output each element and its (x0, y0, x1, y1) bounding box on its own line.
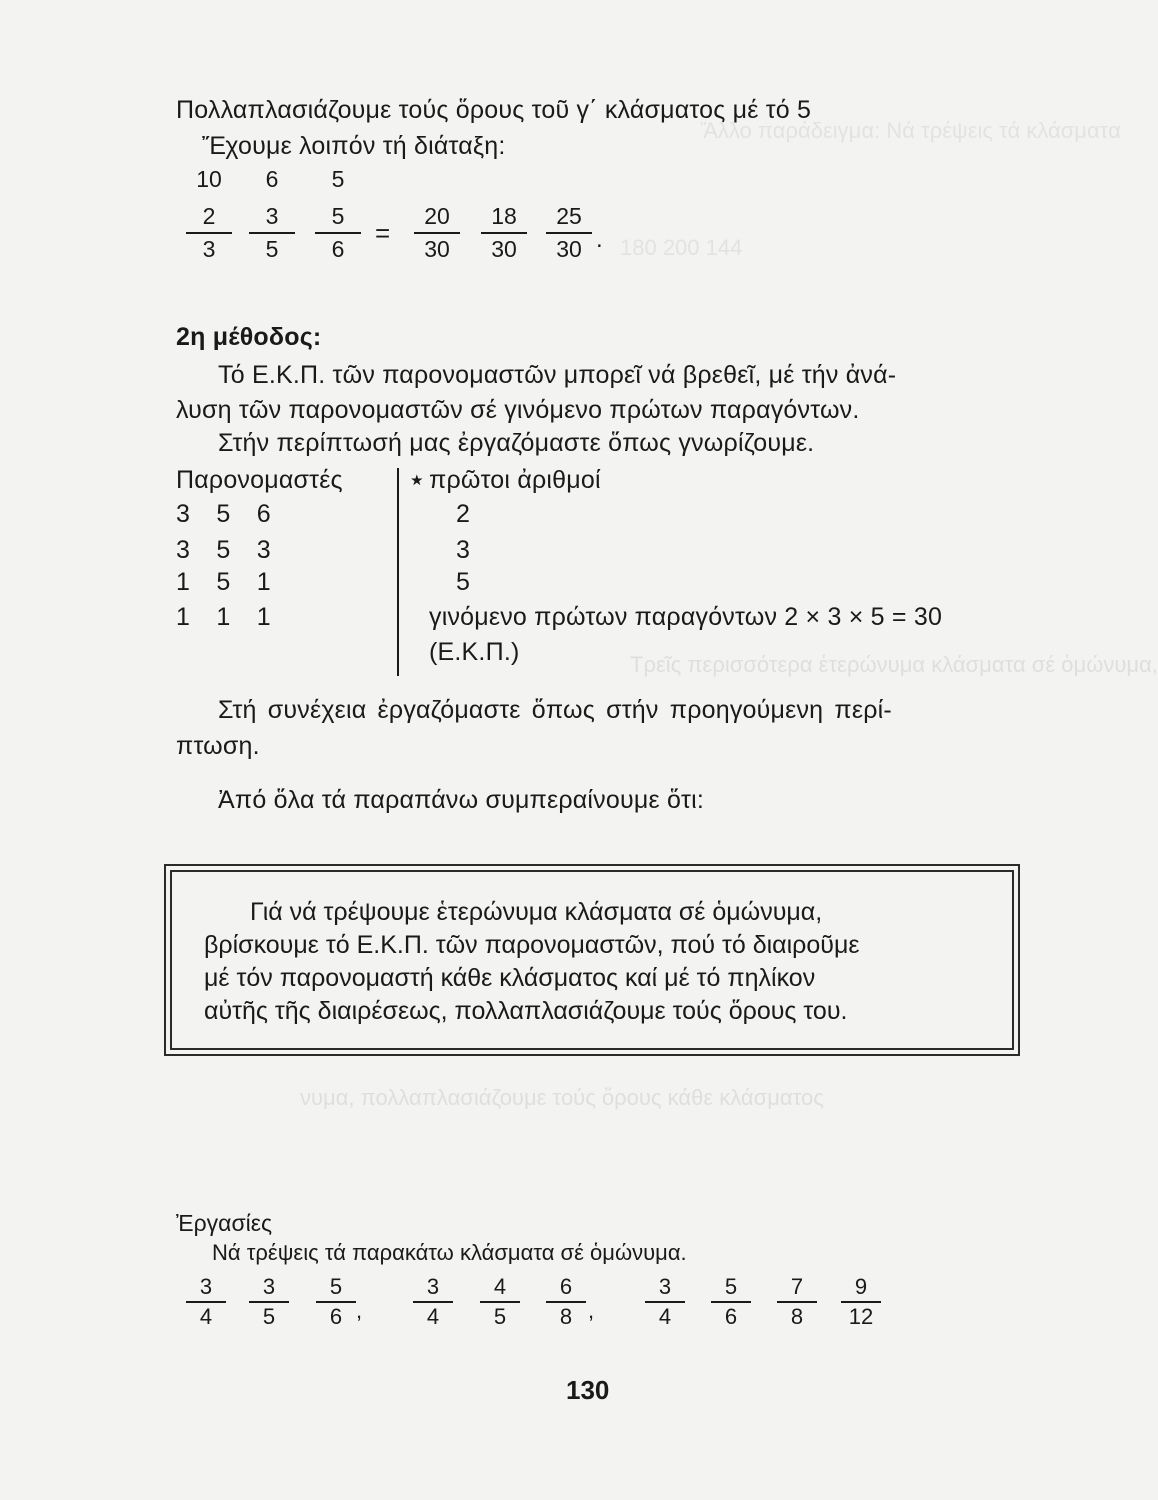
exercise-fraction: 6 8 (546, 1275, 586, 1329)
fraction: 5 6 (315, 203, 361, 262)
rule-line-2: βρίσκουμε τό Ε.Κ.Π. τῶν παρονομαστῶν, πού τό διαιροῦμε (204, 931, 860, 959)
table-note: (Ε.Κ.Π.) (429, 638, 520, 666)
multiplier-2: 6 (265, 166, 279, 192)
equals-sign: = (375, 218, 391, 248)
method-paragraph-line-1: Τό Ε.Κ.Π. τῶν παρονομαστῶν μπορεῖ νά βρεθεῖ, μέ τήν ἀνά- (218, 361, 897, 389)
intro-line-2: Ἔχουμε λοιπόν τή διάταξη: (202, 132, 506, 160)
bleed-through-text: Ἄλλο παράδειγμα: Νά τρέψεις τά κλάσματα (700, 118, 1121, 143)
result-fraction: 20 30 (414, 203, 460, 262)
fraction: 2 3 (186, 203, 232, 262)
result-fraction: 18 30 (481, 203, 527, 262)
exercise-fraction: 7 8 (777, 1275, 817, 1329)
continuation-line-2: πτωση. (176, 732, 260, 760)
table-row-left: 3 5 3 (176, 536, 271, 564)
continuation-line-1: Στή συνέχεια ἐργαζόμαστε ὅπως στήν προηγούμενη περί- (218, 696, 892, 724)
table-row-left: 1 5 1 (176, 568, 271, 596)
bleed-through-text: νυμα, πολλαπλασιάζουμε τούς ὅρους κάθε κλάσματος (300, 1085, 824, 1110)
table-row-right: 3 (456, 536, 471, 564)
result-fraction: 25 30 (546, 203, 592, 262)
exercise-fraction: 4 5 (480, 1275, 520, 1329)
bleed-through-text: Τρεῖς περισσότερα ἑτερώνυμα κλάσματα σέ ὁμώνυμα, (630, 652, 1158, 677)
table-row-right: 5 (456, 568, 471, 596)
page-number: 130 (566, 1375, 610, 1405)
table-row-right: 2 (456, 500, 471, 528)
exercise-fraction: 3 5 (249, 1275, 289, 1329)
rule-line-4: αὐτῆς τῆς διαιρέσεως, πολλαπλασιάζουμε τούς ὅρους του. (204, 997, 848, 1025)
table-row-left: 1 1 1 (176, 603, 271, 631)
method-heading: 2η μέθοδος: (176, 323, 322, 351)
exercise-fraction: 3 4 (645, 1275, 685, 1329)
exercise-fraction: 5 6 (711, 1275, 751, 1329)
exercises-instruction: Νά τρέψεις τά παρακάτω κλάσματα σέ ὁμώνυμα. (212, 1240, 687, 1265)
exercises-heading: Ἐργασίες (176, 1210, 273, 1236)
fraction: 3 5 (249, 203, 295, 262)
table-left-header: Παρονομαστές (176, 466, 343, 494)
bleed-through-text: 180 200 144 (620, 235, 743, 260)
multiplier-3: 5 (331, 166, 345, 192)
exercise-separator: , (588, 1298, 595, 1323)
table-right-header: πρῶτοι ἀριθμοί (429, 466, 601, 494)
exercise-fraction: 5 6 (316, 1275, 356, 1329)
exercise-fraction: 9 12 (841, 1275, 881, 1329)
rule-box (164, 864, 1020, 1056)
table-row-left: 3 5 6 (176, 500, 271, 528)
rule-line-3: μέ τόν παρονομαστή κάθε κλάσματος καί μέ τό πηλίκον (204, 964, 816, 992)
multiplier-1: 10 (196, 166, 222, 192)
method-paragraph-line-2: λυση τῶν παρονομαστῶν σέ γινόμενο πρώτων παραγόντων. (176, 396, 860, 424)
exercise-separator: , (356, 1298, 363, 1323)
method-paragraph-2: Στήν περίπτωσή μας ἐργαζόμαστε ὅπως γνωρίζουμε. (218, 429, 815, 457)
table-right-header-marker: ٭ (410, 466, 424, 494)
period: . (596, 226, 603, 253)
table-divider (397, 468, 399, 676)
exercise-fraction: 3 4 (413, 1275, 453, 1329)
intro-line-1: Πολλαπλασιάζουμε τούς ὅρους τοῦ γ΄ κλάσματος μέ τό 5 (176, 96, 812, 124)
table-row-right: γινόμενο πρώτων παραγόντων 2 × 3 × 5 = 30 (429, 603, 943, 631)
rule-line-1: Γιά νά τρέψουμε ἑτερώνυμα κλάσματα σέ ὁμώνυμα, (250, 898, 823, 926)
exercise-fraction: 3 4 (186, 1275, 226, 1329)
conclusion-intro: Ἀπό ὅλα τά παραπάνω συμπεραίνουμε ὅτι: (218, 786, 705, 814)
